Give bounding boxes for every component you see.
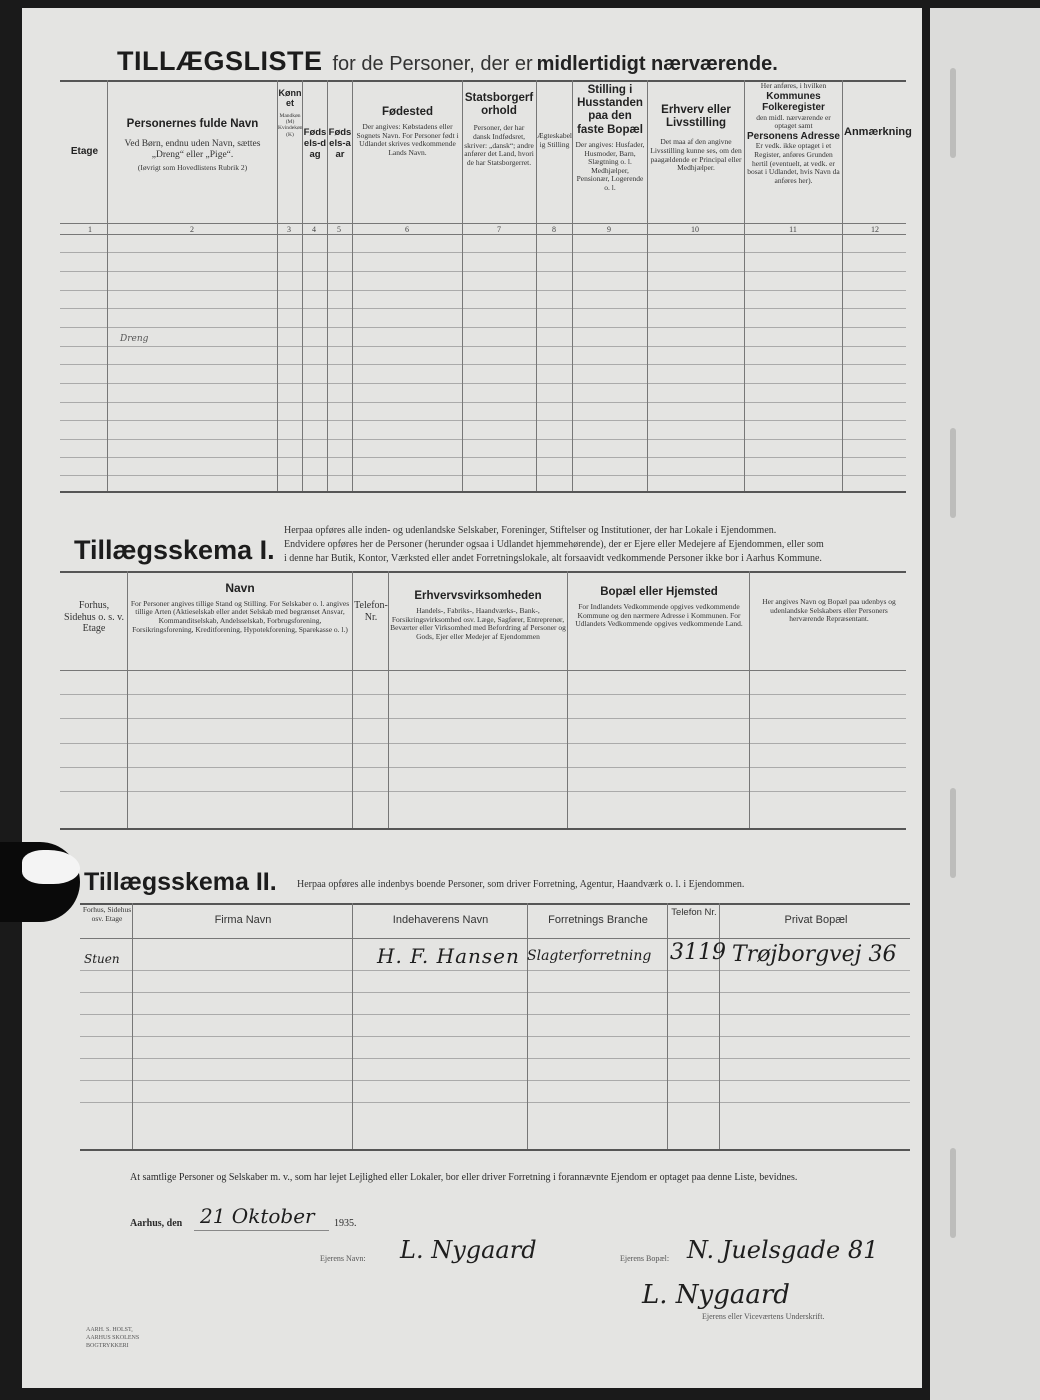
skema1-col-erhverv: Erhvervsvirksomheden Handels-, Fabriks-, Haandværks-, Bank-, Forsikringsvirksomhed osv. Læge, Sagfører, Entreprenør, Beværter eller Virksomhed med Befordring af Personer og Gods, Ejer eller Medejer af Ejendommen [390,590,566,642]
skema2-col-firma: Firma Navn [214,914,272,926]
title-bold: midlertidigt nærværende. [536,53,778,75]
col-header-remarks: Anmærkning [844,126,912,138]
owner-name: L. Nygaard [400,1236,537,1264]
col-header-marital: Ægteskabelig Stilling [537,131,572,149]
page-title [117,46,778,77]
adjacent-page-edge [930,8,1040,1400]
skema2-title: Tillægsskema II. [84,868,277,896]
row-indehaver: H. F. Hansen [377,944,520,968]
skema1-col-bopael: Bopæl eller Hjemsted For Indlandets Vedkommende opgives vedkommende Kommune og den nærmere Adresse i Kommunen. For Udlandets Vedkommende opgives vedkommende Land. [575,586,743,629]
footer-declaration: At samtlige Personer og Selskaber m. v., som har lejet Lejlighed eller Lokaler, bor eller driver Forretning i forannævnte Ejendom er optaget paa denne Liste, bevidnes. [130,1172,798,1183]
owner-signature: L. Nygaard [642,1280,790,1310]
row-telefon: 3119 [670,940,726,965]
col-header-household: Stilling i Husstanden paa den faste Bopæl Der angives: Husfader, Husmoder, Barn, Slægtning o. l. Medhjælper, Pensionær, Logerende o. l. [575,84,645,192]
skema1-col-navn: Navn For Personer angives tillige Stand og Stilling. For Selskaber o. l. angives tillige Arten (Aktieselskab eller andet Selskab med begrænset Ansvar, Kommanditselskab, Andelsselskab, Forbrugsforening, Forsikringsforening, Kreditforening, Hypotekforening, Sparekasse o. l.) [130,581,350,634]
footer-year: 1935. [334,1218,357,1229]
col-num-6: 6 [405,225,409,234]
skema1-col-repr: Her angives Navn og Bopæl paa udenbys og udenlandske Selskabers eller Personers herværende Repræsentant. [762,597,896,624]
col-header-birthday: Fødsels-dag [303,127,327,160]
skema1-col-etage: Forhus, Sidehus o. s. v. Etage [64,600,124,634]
col-num-12: 12 [871,225,879,234]
col-num-5: 5 [337,225,341,234]
skema2-col-bopael: Privat Bopæl [784,914,848,926]
owner-name-label: Ejerens Navn: [320,1254,366,1263]
col-num-8: 8 [552,225,556,234]
col-header-gender: Kønnet Mandkøn (M) Kvindekøn (K) [278,88,303,138]
col-num-10: 10 [691,225,699,234]
title-rest: for de Personer, der er [332,53,533,75]
col-num-3: 3 [287,225,291,234]
col-header-birthplace: Fødested Der angives: Købstadens eller Sognets Navn. For Personer født i Udlandet skrives vedkommende Lands Navn. [356,106,459,158]
title-main: TILLÆGSLISTE [117,46,323,76]
row-bopael: Trøjborgvej 36 [732,942,897,967]
col-header-etage: Etage [70,146,99,157]
col-header-registry: Her anføres, i hvilken Kommunes Folkeregister den midl. nærværende er optaget samt Personens Adresse Er vedk. ikke optaget i et Register, anføres Grunden hertil (eventuelt, at vedk. er bosat i Udlandet, hvis Navn da anføres her). [746,81,840,185]
signature-label: Ejerens eller Viceværtens Underskrift. [702,1312,825,1321]
col-num-7: 7 [497,225,501,234]
skema2-col-indehaver: Indehaverens Navn [392,914,489,926]
col-header-citizenship: Statsborgerforhold Personer, der har dansk Indfødsret, skriver: „dansk“; andre anfører det Land, hvori de har Statsborgerret. [464,92,534,167]
skema2-intro: Herpaa opføres alle indenbys boende Personer, som driver Forretning, Agentur, Haandværk o. l. i Ejendommen. [297,879,745,890]
footer-place: Aarhus, den [130,1218,183,1229]
census-form-page [22,8,922,1388]
col-header-birthyear: Fødsels-aar [328,127,352,160]
skema2-col-telefon: Telefon Nr. [671,907,717,918]
row-etage: Stuen [84,952,120,966]
col-header-occupation: Erhverv eller Livsstilling Det maa af den angivne Livsstilling kunne ses, om den paagældende er Principal eller Medhjælper. [650,104,742,173]
owner-address-label: Ejerens Bopæl: [620,1254,670,1263]
skema2-col-branche: Forretnings Branche [548,914,648,926]
skema2-col-etage: Forhus, Sidehus osv. Etage [82,905,132,923]
owner-address: N. Juelsgade 81 [687,1236,879,1264]
thumb-holding-page [0,842,80,922]
skema1-intro: Herpaa opføres alle inden- og udenlandske Selskaber, Foreninger, Stiftelser og Institutioner, der har Lokale i Ejendommen. Endvidere opføres her de Personer (herunder ogsaa i Udlandet hjemmehørende), der er Ejere eller Medejere af Ejendommen, eller som i denne har Butik, Kontor, Værksted eller andet Forretningslokale, alt forsaavidt vedkommende Personer ikke bor i Aarhus Kommune. [284,525,824,564]
col-num-4: 4 [312,225,316,234]
skema1-col-telefon: Telefon-Nr. [354,600,388,623]
col-num-1: 1 [88,225,92,234]
row-branche: Slagterforretning [527,948,652,964]
footer-date: 21 Oktober [200,1204,315,1228]
faded-scribble: Dreng [120,334,149,344]
col-header-name: Personernes fulde Navn Ved Børn, endnu uden Navn, sættes „Dreng“ eller „Pige“. (Iøvrigt som Hovedlistens Rubrik 2) [124,118,261,173]
col-num-11: 11 [789,225,797,234]
col-num-9: 9 [607,225,611,234]
printer-mark: AARH. S. HOLST, AARHUS SKOLENS BOGTRYKKERI [86,1327,140,1349]
skema1-title: Tillægsskema I. [74,535,275,565]
col-num-2: 2 [190,225,194,234]
